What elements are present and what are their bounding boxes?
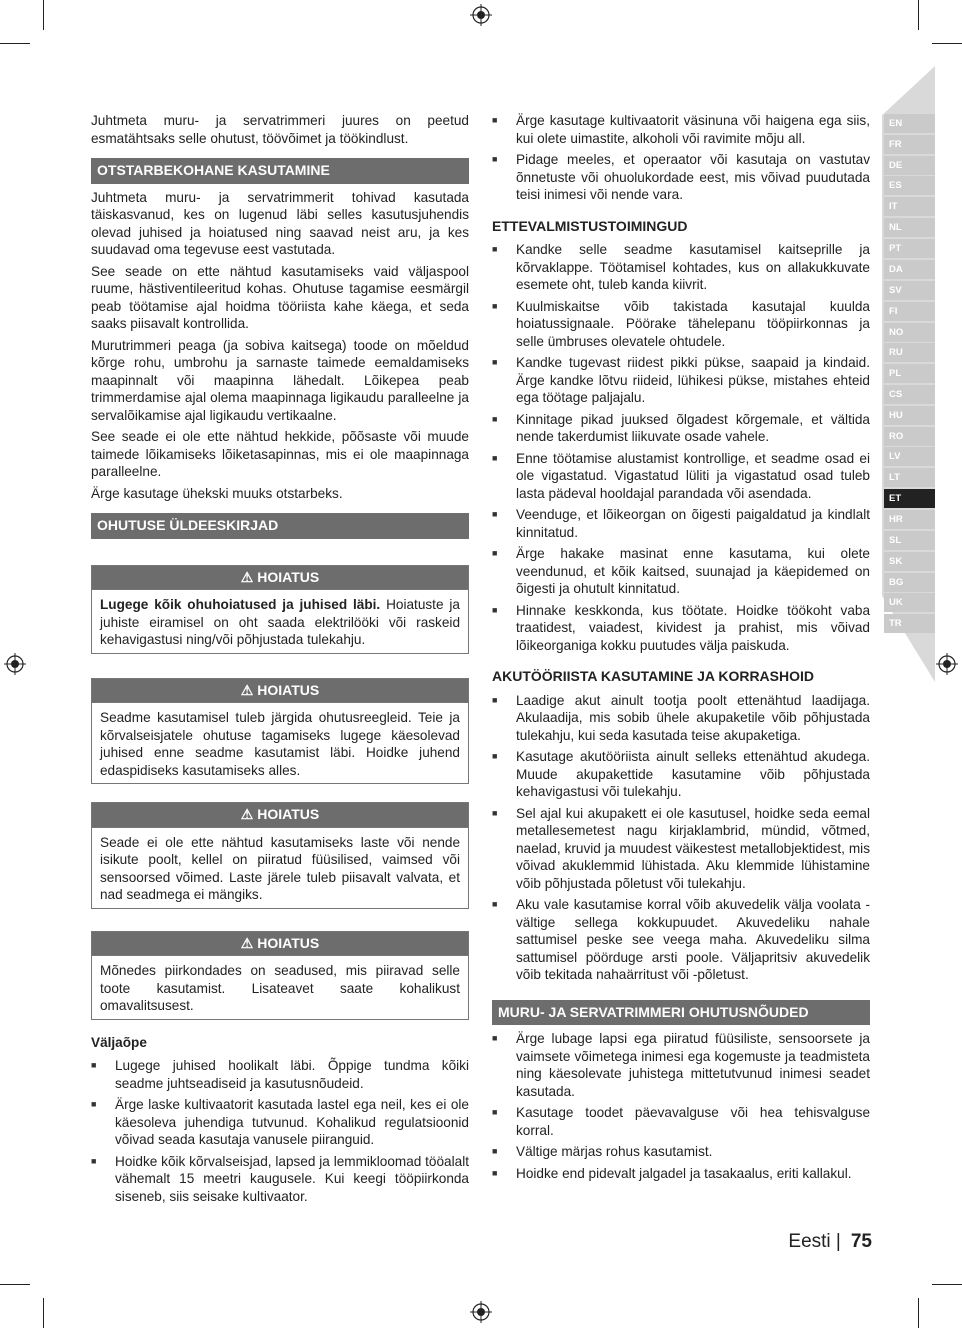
crop-mark — [918, 0, 919, 30]
warning-bold-text: Lugege kõik ohuhoiatused ja juhised läbi. — [100, 597, 381, 612]
tab-de[interactable]: DE — [884, 156, 935, 175]
warning-text: Mõnedes piirkondades on seadused, mis piiravad selle toote kasutamist. Lisateavet saate kohalikust omavalitsusest. — [92, 955, 468, 1019]
list-item: ■ Kuulmiskaitse võib takistada kasutajal kuulda hoiatussignaale. Pöörake tähelepanu tööpiirkonnas ja selle ümbruses olevatele ohtudele. — [492, 298, 870, 351]
crop-mark — [918, 1298, 919, 1328]
section-heading-intended-use: OTSTARBEKOHANE KASUTAMINE — [91, 158, 469, 184]
crop-mark — [932, 1284, 962, 1285]
list-item: ■ Kasutage toodet päevavalguse või hea tehisvalguse korral. — [492, 1104, 870, 1139]
paragraph: See seade on ette nähtud kasutamiseks vaid väljaspool ruume, hästiventileeritud kohas. Ohutuse tagamise eesmärgil peab töötamise ajal hoidma tööriista kahe käega, et seda saaks piisavalt kontrollida. — [91, 263, 469, 331]
right-column — [492, 112, 870, 1186]
list-item: ■ Aku vale kasutamise korral võib akuvedelik välja voolata - vältige sellega kokkupuudet. Akuvedeliku nahale sattumisel peske see veega maha. Akuvedeliku silma sattumisel pöörduge arsti poole. Väljapritsiv akuvedelik võib tekitada nahaärritust või -põletust. — [492, 896, 870, 984]
battery-list — [492, 692, 870, 984]
tab-lt[interactable]: LT — [884, 468, 935, 487]
list-item: ■ Ärge lubage lapsi ega piiratud füüsiliste, sensoorsete ja vaimsete võimetega inimesi ega kogemuste ja teadmisteta ning käesolevate juhistega mittetutvunud inimesi seadet kasutada. — [492, 1030, 870, 1100]
warning-box — [91, 931, 469, 1020]
tab-it[interactable]: IT — [884, 197, 935, 216]
warning-text: Seadme kasutamisel tuleb järgida ohutusreegleid. Teie ja kõrvalseisjatele ohutuse tagamiseks lugege käesolevad juhised enne seadme kasutamist läbi. Hoidke juhend edaspidiseks kasutamiseks alles. — [92, 702, 468, 783]
language-tabs — [882, 66, 935, 682]
warning-box — [91, 802, 469, 909]
warning-triangle-icon: ⚠ — [240, 806, 254, 822]
tab-bg[interactable]: BG — [884, 573, 935, 592]
list-item: ■ Kandke tugevast riidest pikki pükse, saapaid ja kindaid. Ärge kandke lõtvu riideid, lühikesi pükse, mistahes ehteid ega töötage paljajalu. — [492, 354, 870, 407]
paragraph: See seade ei ole ette nähtud hekkide, põõsaste või muude taimede lõikamiseks lõiketasapinnas, mis ei ole maapinnaga paralleelne. — [91, 429, 469, 479]
paragraph: Juhtmeta muru- ja servatrimmerit tohivad kasutada täiskasvanud, kes on lugenud läbi selles kasutusjuhendis olevad juhised ja hoiatused ning saavad neist aru, ja kes suudavad oma tegevuse eest vastutada. — [91, 189, 469, 257]
tab-pt[interactable]: PT — [884, 239, 935, 258]
warning-triangle-icon: ⚠ — [240, 681, 254, 698]
list-item: ■ Hinnake keskkonda, kus töötate. Hoidke töökoht vaba traatidest, vaiadest, kividest ja prahist, mis võivad lõikeorganiga kokku puutudes välja paiskuda. — [492, 602, 870, 655]
crop-mark — [0, 1284, 30, 1285]
list-item: ■ Pidage meeles, et operaator või kasutaja on vastutav õnnetuste või ohuolukordade eest, mis võivad puudutada teisi inimesi või nende vara. — [492, 151, 870, 204]
tab-en[interactable]: EN — [884, 114, 935, 133]
registration-mark-icon — [4, 653, 26, 675]
training-heading: Väljaõpe — [91, 1034, 147, 1050]
warning-triangle-icon: ⚠ — [240, 568, 254, 585]
list-item: ■ Sel ajal kui akupakett ei ole kasutusel, hoidke seda eemal metallesemetest nagu kirjaklambrid, mündid, võtmed, naelad, kruvid ja muudest väikestest metallobjektidest, mis võivad akuklemmid lühistada. Aku klemmide lühistamine võib põhjustada põletust või tulekahju. — [492, 805, 870, 893]
preparation-list — [492, 241, 870, 654]
tab-fr[interactable]: FR — [884, 135, 935, 154]
crop-mark — [932, 43, 962, 44]
section-heading-general-safety: OHUTUSE ÜLDEESKIRJAD — [91, 513, 469, 539]
list-item: ■ Enne töötamise alustamist kontrollige, et seadme osad ei ole vigastatud. Vigastatud lüliti ja vigastatud osad tuleb lasta pädeval hooldajal parandada või asendada. — [492, 450, 870, 503]
warning-label: HOIATUS — [257, 806, 320, 822]
warning-box — [91, 565, 469, 654]
registration-mark-icon — [936, 653, 958, 675]
warning-label: HOIATUS — [257, 934, 320, 951]
tab-ro[interactable]: RO — [884, 427, 935, 446]
warning-text: Seade ei ole ette nähtud kasutamiseks laste või nende isikute poolt, kellel on piiratud füüsilised, vaimsed või sensoorsed võimed. Laste järele tuleb piisavalt valvata, et nad seadmega ei mängiks. — [92, 827, 468, 908]
tab-lv[interactable]: LV — [884, 447, 935, 466]
section-heading-trimmer-safety: MURU- JA SERVATRIMMERI OHUTUSNÕUDED — [492, 1000, 870, 1026]
tab-et-active[interactable]: ET — [884, 489, 935, 508]
tab-sv[interactable]: SV — [884, 281, 935, 300]
tab-sk[interactable]: SK — [884, 552, 935, 571]
registration-mark-icon — [470, 1301, 492, 1323]
warning-text — [92, 589, 468, 653]
tab-uk[interactable]: UK — [884, 593, 935, 612]
warning-label: HOIATUS — [257, 681, 320, 698]
intro-paragraph: Juhtmeta muru- ja servatrimmeri juures on peetud esmatähtsaks selle ohutust, töövõimet ja töökindlust. — [91, 113, 469, 146]
trimmer-list — [492, 1030, 870, 1182]
warning-triangle-icon: ⚠ — [240, 934, 254, 951]
warning-label: HOIATUS — [257, 568, 320, 585]
tab-ru[interactable]: RU — [884, 343, 935, 362]
list-item: ■ Lugege juhised hoolikalt läbi. Õppige tundma kõiki seadme juhtseadiseid ja kasutusnõudeid. — [91, 1057, 469, 1092]
crop-mark — [43, 0, 44, 30]
page-footer — [788, 1231, 872, 1253]
warning-header — [92, 803, 468, 827]
list-item: ■ Hoidke end pidevalt jalgadel ja tasakaalus, eriti kallakul. — [492, 1165, 870, 1183]
warning-header — [92, 679, 468, 703]
training-list — [91, 1057, 469, 1205]
tab-no[interactable]: NO — [884, 323, 935, 342]
list-item: ■ Ärge kasutage kultivaatorit väsinuna või haigena ega siis, kui olete uimastite, alkoholi või ravimite mõju all. — [492, 112, 870, 147]
list-item: ■ Vältige märjas rohus kasutamist. — [492, 1143, 870, 1161]
preparation-heading: ETTEVALMISTUSTOIMINGUD — [492, 217, 688, 234]
tab-nl[interactable]: NL — [884, 218, 935, 237]
crop-mark — [0, 43, 30, 44]
tab-hu[interactable]: HU — [884, 406, 935, 425]
paragraph: Ärge kasutage ühekski muuks otstarbeks. — [91, 485, 343, 501]
left-column — [91, 112, 469, 1209]
list-item: ■ Ärge laske kultivaatorit kasutada lastel ega neil, kes ei ole käesoleva juhendiga tutvunud. Kohalikud regulatsioonid võivad seada kasutaja vanusele piiranguid. — [91, 1096, 469, 1149]
registration-mark-icon — [470, 4, 492, 26]
paragraph: Murutrimmeri peaga (ja sobiva kaitsega) toode on mõeldud kõrge rohu, umbrohu ja sarnaste taimede eemaldamiseks maapinnalt või maapinna lähedalt. Lõikepea peab trimmerdamise ajal olema maapinnaga ligikaudu paralleelne ja servalõikamise ajal ligikaudu vertikaalne. — [91, 337, 469, 423]
tab-sl[interactable]: SL — [884, 531, 935, 550]
warning-body-text: Hoiatuste ja juhiste eiramisel on oht saada elektrilööki või raskeid kehavigastusi ning/või põhjustada tulekahju. — [100, 597, 460, 647]
list-item: ■ Veenduge, et lõikeorgan on õigesti paigaldatud ja kindlalt kinnitatud. — [492, 506, 870, 541]
warning-header — [92, 566, 468, 590]
top-list — [492, 112, 870, 204]
tab-tr[interactable]: TR — [884, 614, 935, 633]
list-item: ■ Kinnitage pikad juuksed õlgadest kõrgemale, et vältida nende takerdumist liikuvate osade vahele. — [492, 411, 870, 446]
battery-heading: AKUTÖÖRIISTA KASUTAMINE JA KORRASHOID — [492, 668, 814, 684]
tab-da[interactable]: DA — [884, 260, 935, 279]
tab-fi[interactable]: FI — [884, 302, 935, 321]
tab-pl[interactable]: PL — [884, 364, 935, 383]
list-item: ■ Hoidke kõik kõrvalseisjad, lapsed ja lemmikloomad tööalalt vähemalt 15 meetri kaugusele. Kui keegi tööpiirkonda siseneb, siis seisake kultivaator. — [91, 1153, 469, 1206]
list-item: ■ Kasutage akutööriista ainult selleks ettenähtud akudega. Muude akupakettide kasutamine võib põhjustada kehavigastusi või tulekahju. — [492, 748, 870, 801]
crop-mark — [43, 1298, 44, 1328]
list-item: ■ Ärge hakake masinat enne kasutama, kui olete veendunud, et kõik kaitsed, suunajad ja käepidemed on õigesti ja ohutult kinnitatud. — [492, 545, 870, 598]
list-item: ■ Laadige akut ainult tootja poolt ettenähtud laadijaga. Akulaadija, mis sobib ühele akupaketile võib põhjustada tulekahju, kui seda kasutada teise akupaketiga. — [492, 692, 870, 745]
warning-box — [91, 678, 469, 785]
warning-header — [92, 932, 468, 956]
footer-language: Eesti | — [788, 1231, 841, 1252]
tab-es[interactable]: ES — [884, 176, 935, 195]
tab-hr[interactable]: HR — [884, 510, 935, 529]
tab-cs[interactable]: CS — [884, 385, 935, 404]
page-number: 75 — [850, 1231, 872, 1252]
list-item: ■ Kandke selle seadme kasutamisel kaitseprille ja kõrvaklappe. Töötamisel kohtades, kus on allakukkuvate esemete oht, tuleb kanda kiivrit. — [492, 241, 870, 294]
